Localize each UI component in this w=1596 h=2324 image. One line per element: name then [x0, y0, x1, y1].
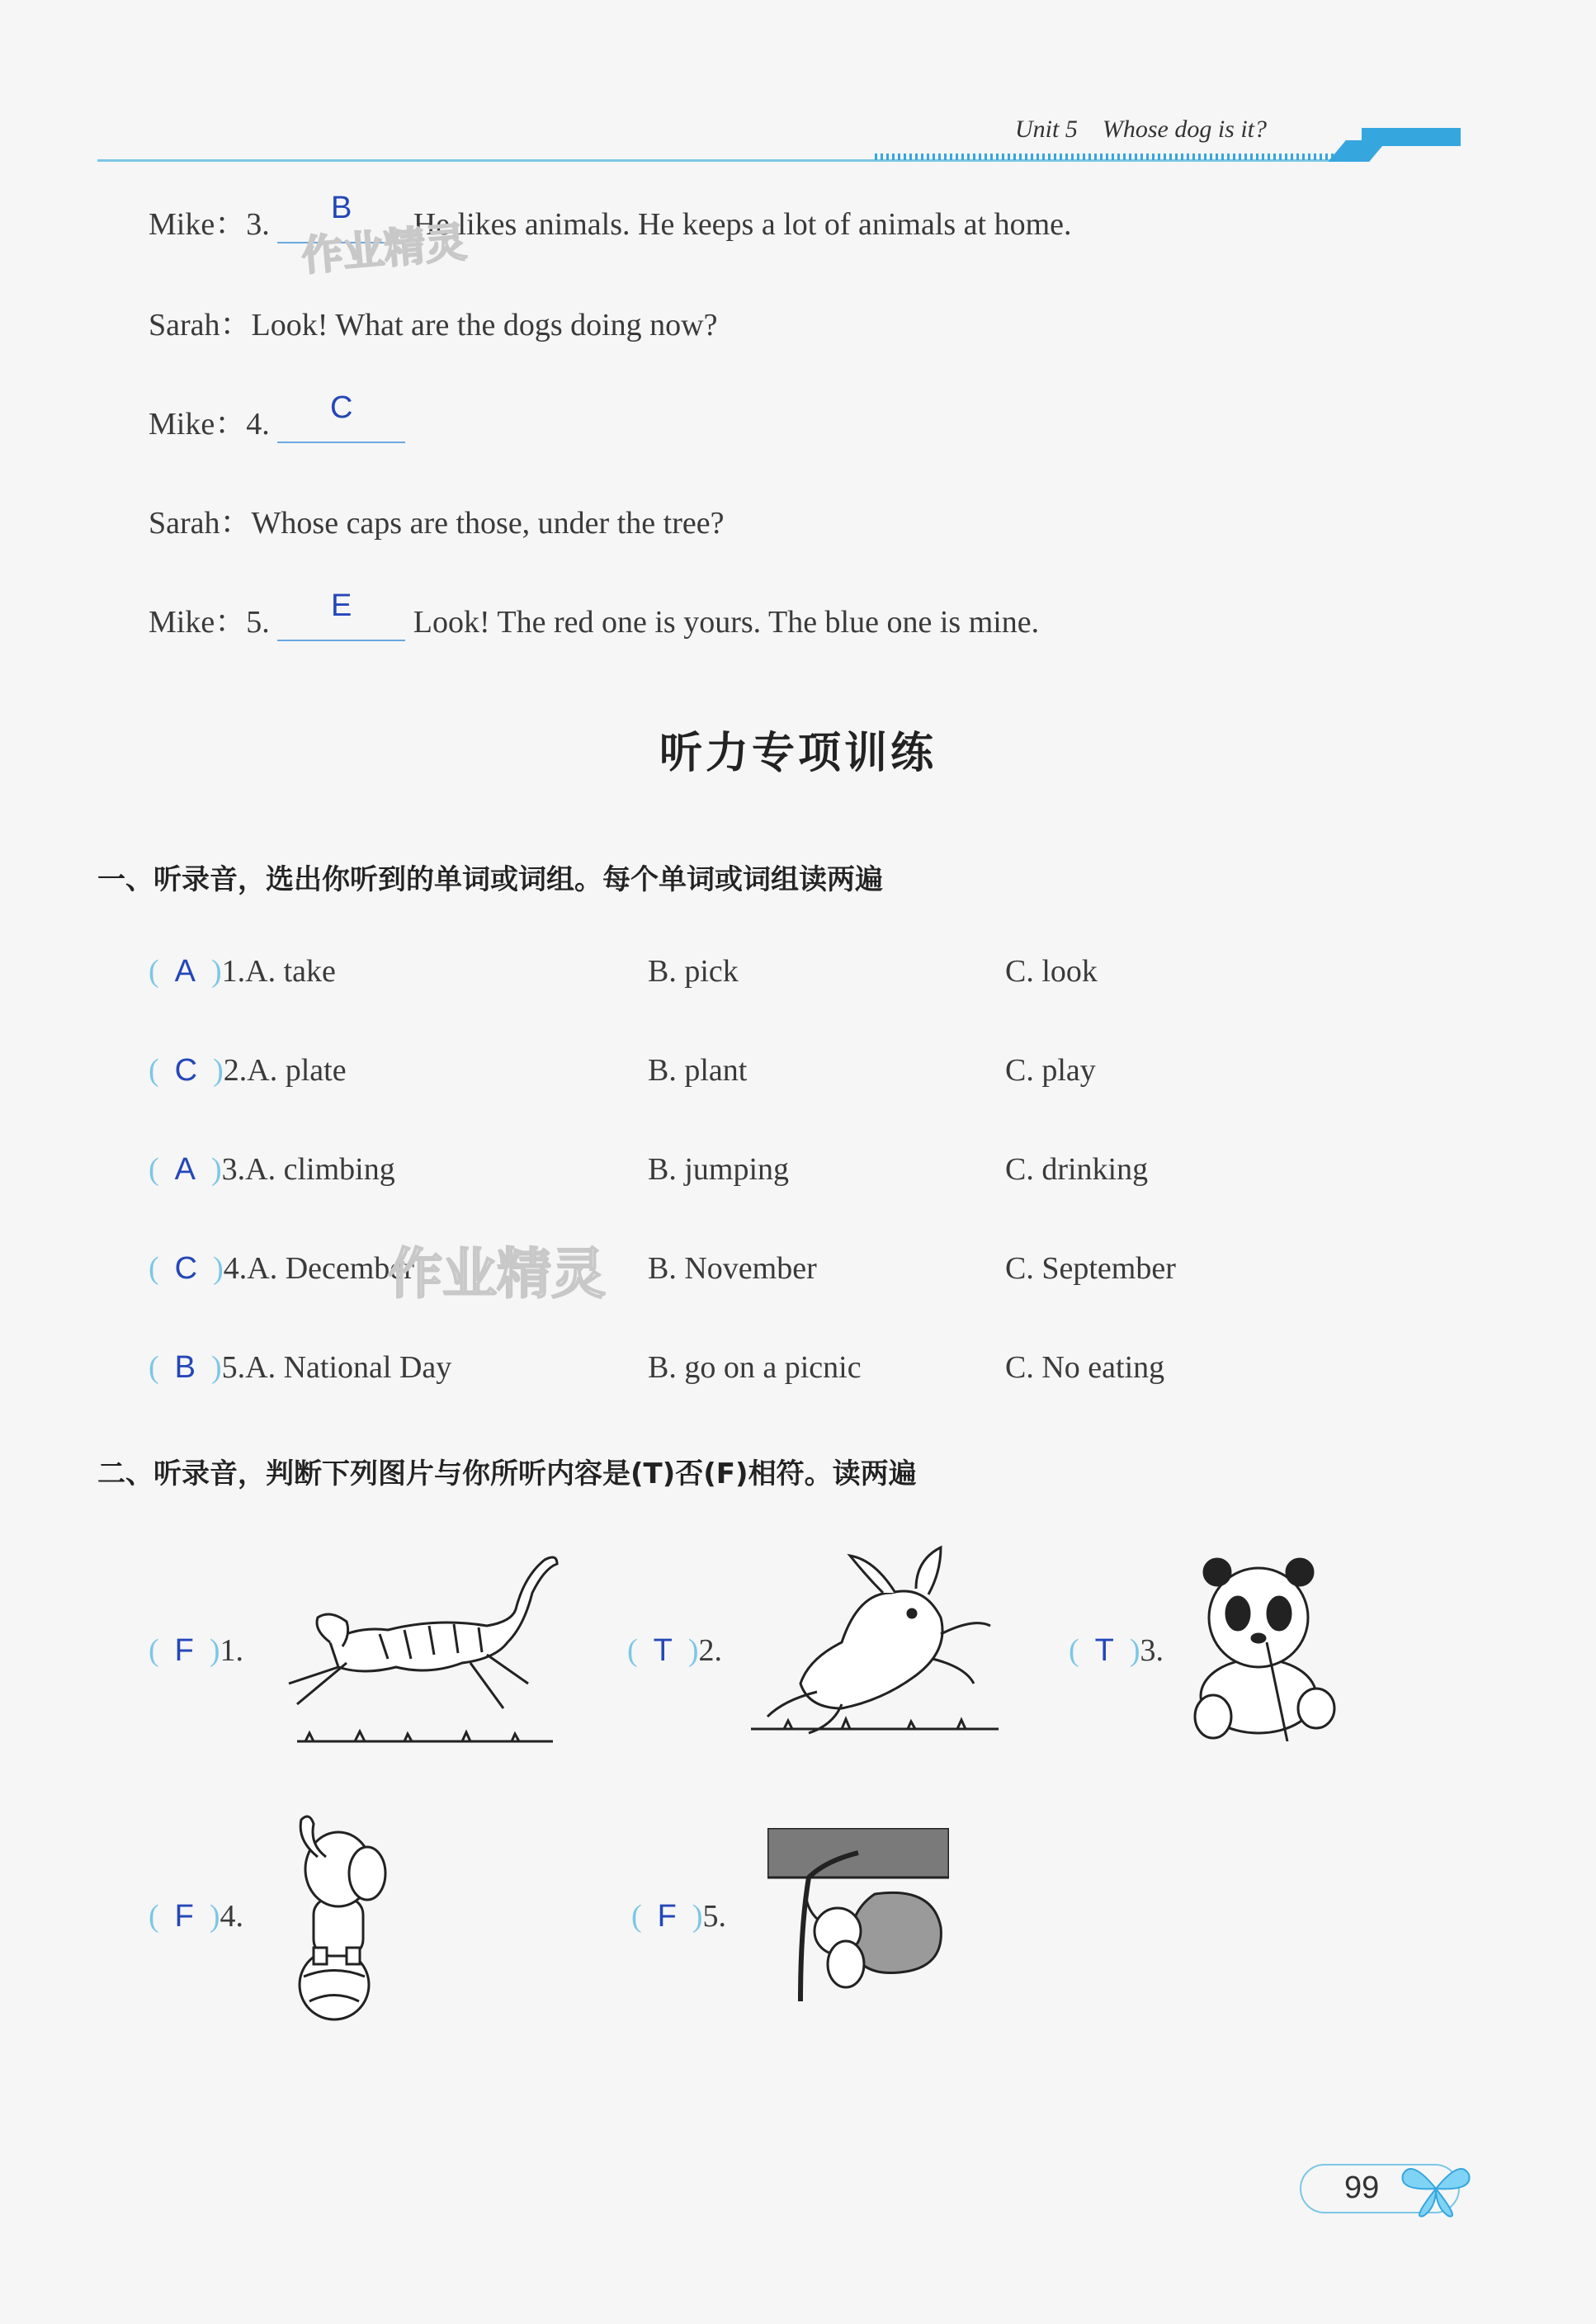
header-title: Whose dog is it? — [1102, 116, 1268, 143]
monkey-tree-icon — [767, 1828, 949, 2001]
judge-item-2: ( T )2. — [627, 1633, 723, 1668]
answer-blank-5[interactable]: E — [277, 607, 405, 641]
option-b: B. plant — [648, 1053, 748, 1088]
tiger-icon — [281, 1543, 561, 1750]
header-dots — [875, 154, 1362, 160]
option-c: C. No eating — [1005, 1350, 1165, 1385]
page-title: 听力专项训练 — [659, 729, 937, 778]
choice-num: 2. — [223, 1053, 248, 1088]
judge-item-3: ( T )3. — [1069, 1633, 1164, 1668]
dialogue-line-sarah-1: Sarah：Look! What are the dogs doing now? — [149, 308, 718, 342]
option-c: C. drinking — [1005, 1152, 1149, 1187]
rabbit-icon — [751, 1543, 1007, 1750]
choice-answer[interactable]: A — [174, 1152, 196, 1187]
header-bar — [1362, 128, 1461, 146]
choice-num: 4. — [223, 1251, 248, 1286]
option-a: A. plate — [247, 1053, 347, 1088]
elephant-icon — [272, 1807, 404, 2022]
running-header — [1015, 116, 1267, 144]
option-b: B. jumping — [648, 1152, 790, 1187]
judge-answer-3[interactable]: T — [1094, 1633, 1114, 1668]
choice-item-4: ( C )4.A. December — [149, 1251, 414, 1286]
header-unit: Unit 5 — [1015, 116, 1078, 143]
choice-num: 1. — [221, 954, 246, 989]
option-a: A. take — [245, 954, 336, 989]
judge-item-1: ( F )1. — [149, 1633, 244, 1668]
panda-icon — [1188, 1552, 1345, 1741]
watermark-2: 作业精灵 — [388, 1242, 606, 1306]
option-a: A. climbing — [245, 1152, 395, 1187]
watermark-1: 作业精灵 — [300, 218, 469, 281]
judge-answer-1[interactable]: F — [174, 1633, 194, 1668]
option-b: B. pick — [648, 954, 739, 989]
page-number: 99 — [1344, 2170, 1380, 2205]
choice-answer[interactable]: C — [174, 1251, 198, 1286]
judge-answer-5[interactable]: F — [657, 1899, 677, 1934]
option-a: A. National Day — [245, 1350, 452, 1385]
section1-heading: 一、听录音，选出你听到的单词或词组。每个单词或词组读两遍 — [97, 863, 883, 896]
choice-item-2: ( C )2.A. plate — [149, 1053, 347, 1088]
dialogue-line-sarah-2: Sarah：Whose caps are those, under the tree? — [149, 506, 725, 541]
answer-blank-4[interactable]: C — [277, 409, 405, 443]
choice-answer[interactable]: A — [174, 954, 196, 989]
choice-item-1: ( A )1.A. take — [149, 954, 336, 989]
choice-answer[interactable]: C — [174, 1053, 198, 1088]
choice-item-3: ( A )3.A. climbing — [149, 1152, 395, 1187]
option-b: B. go on a picnic — [648, 1350, 862, 1385]
bow-icon — [1399, 2158, 1473, 2220]
choice-item-5: ( B )5.A. National Day — [149, 1350, 452, 1385]
choice-answer[interactable]: B — [174, 1350, 196, 1385]
answer-blank-3[interactable]: B — [277, 209, 405, 243]
judge-item-5: ( F )5. — [631, 1899, 727, 1934]
dialogue-line-3: Mike：3. B He likes animals. He keeps a lot of animals at home. — [149, 191, 1072, 242]
judge-answer-4[interactable]: F — [174, 1899, 194, 1934]
choice-num: 5. — [221, 1350, 246, 1385]
option-a: A. December — [247, 1251, 414, 1286]
option-c: C. play — [1005, 1053, 1096, 1088]
option-b: B. November — [648, 1251, 817, 1286]
choice-num: 3. — [221, 1152, 246, 1187]
option-c: C. look — [1005, 954, 1098, 989]
dialogue-line-5: Mike：5. E Look! The red one is yours. The blue one is mine. — [149, 588, 1040, 640]
judge-item-4: ( F )4. — [149, 1899, 244, 1934]
option-c: C. September — [1005, 1251, 1176, 1286]
judge-answer-2[interactable]: T — [653, 1633, 673, 1668]
dialogue-line-4: Mike：4. C — [149, 398, 405, 443]
section2-heading: 二、听录音，判断下列图片与你所听内容是(T)否(F)相符。读两遍 — [97, 1457, 917, 1490]
